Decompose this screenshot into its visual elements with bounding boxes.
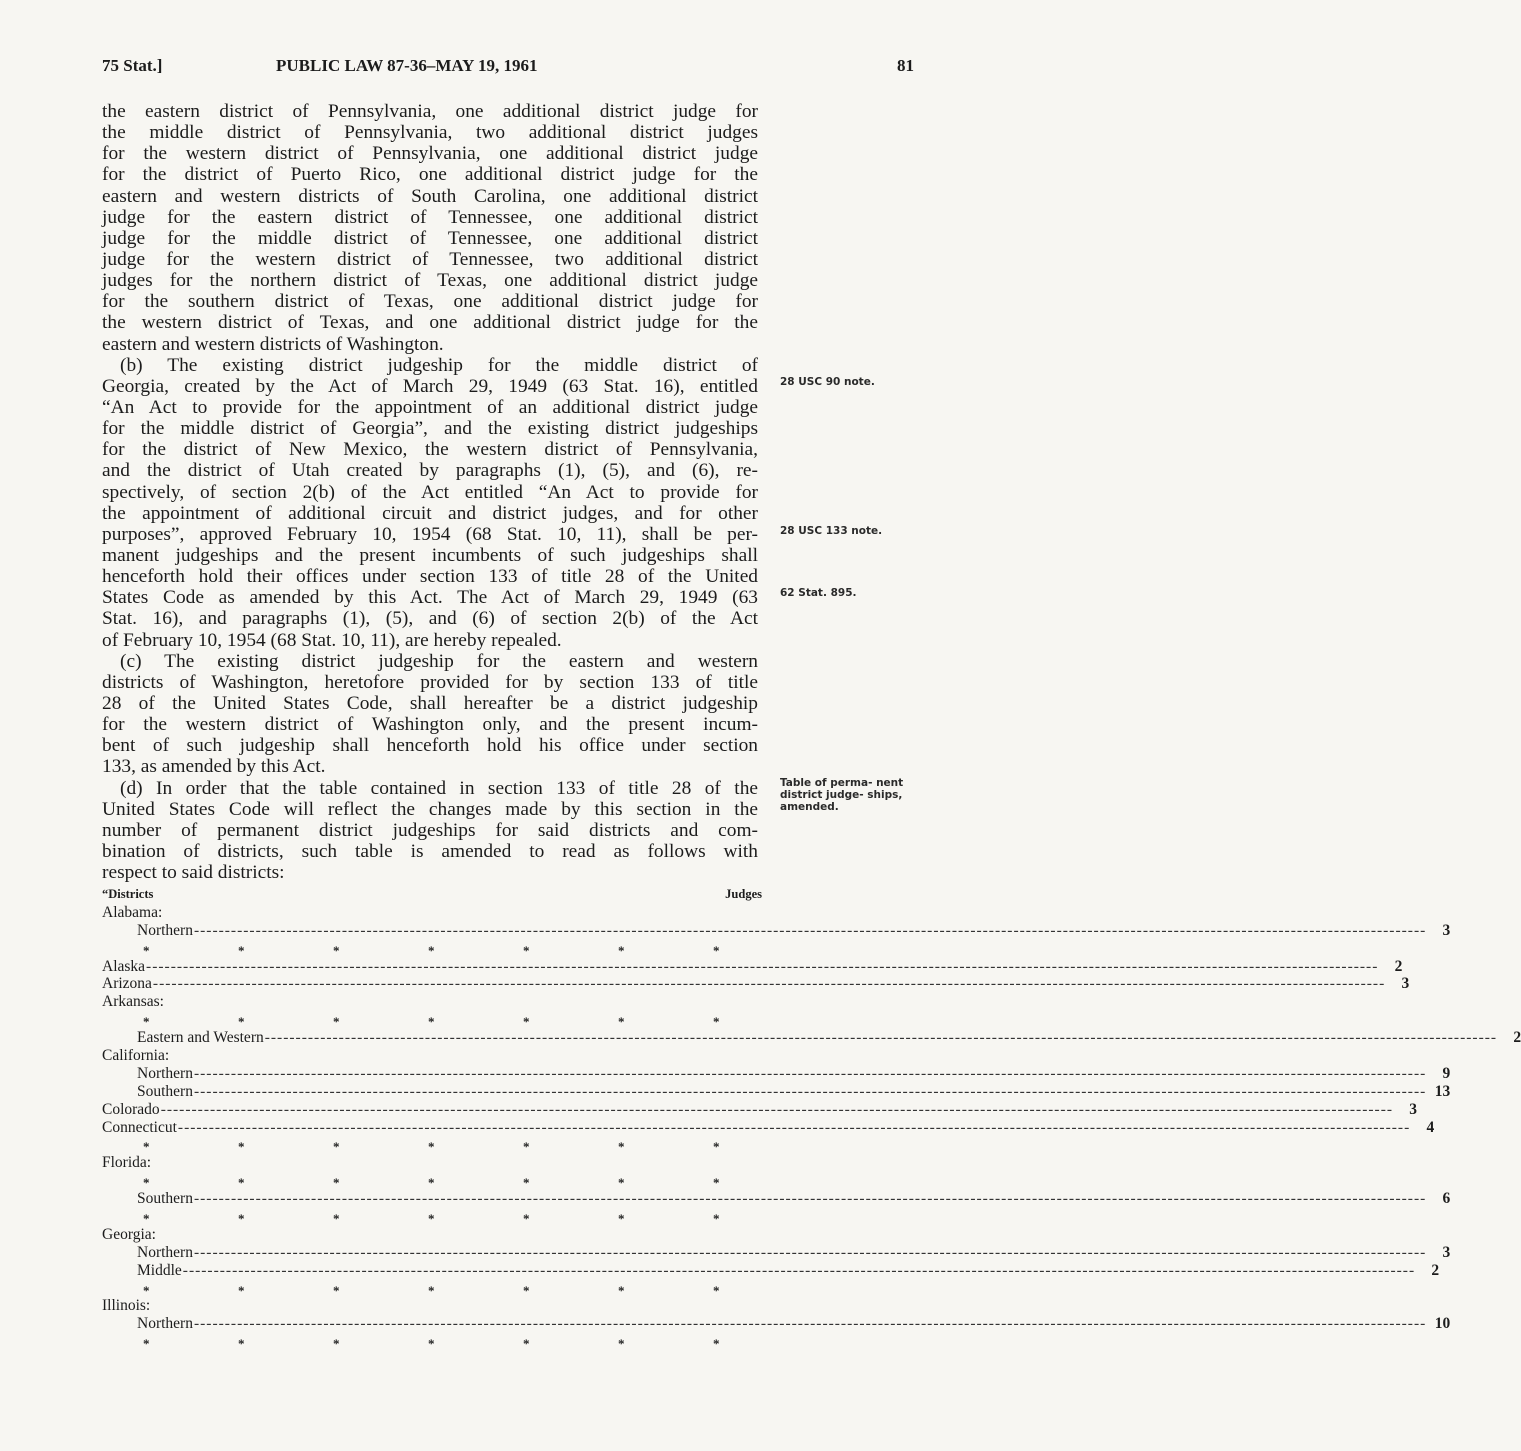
judges-count: 13 <box>1434 1082 1451 1100</box>
omission-star: * <box>238 1139 245 1155</box>
omission-star: * <box>713 1211 720 1227</box>
omission-star: * <box>618 1336 625 1352</box>
table-row <box>102 921 1451 940</box>
district-name: Colorado <box>102 1100 160 1118</box>
omission-star: * <box>333 1139 340 1155</box>
table-row <box>102 1118 1435 1137</box>
omission-star: * <box>333 1336 340 1352</box>
text-line: States Code as amended by this Act. The Act of March 29, 1949 (63 <box>102 587 758 609</box>
judges-count: 4 <box>1426 1118 1435 1136</box>
omission-star: * <box>238 1282 245 1298</box>
judges-count: 2 <box>1431 1261 1440 1279</box>
text-line: henceforth hold their offices under section 133 of title 28 of the United <box>102 566 758 588</box>
text-line: of February 10, 1954 (68 Stat. 10, 11), are hereby repealed. <box>102 629 562 651</box>
district-name: California: <box>102 1047 170 1065</box>
omission-star: * <box>618 1282 625 1298</box>
text-line: the middle district of Pennsylvania, two additional district judges <box>102 122 758 144</box>
omission-row <box>102 1011 762 1029</box>
leader-dots: -------------------------------------------------------------------------------------------------------------------------------------------------------------------------------------------------------- <box>193 1082 1427 1100</box>
omission-star: * <box>523 942 530 958</box>
omission-star: * <box>428 1014 435 1030</box>
text-line: number of permanent district judgeships for said districts and com- <box>102 819 758 841</box>
omission-star: * <box>523 1139 530 1155</box>
district-name: Florida: <box>102 1154 152 1172</box>
text-line: judge for the middle district of Tennessee, one additional district <box>102 227 758 249</box>
column-header-districts: “Districts <box>102 887 154 901</box>
text-line: eastern and western districts of Washington. <box>102 333 444 355</box>
text-line: for the district of New Mexico, the western district of Pennsylvania, <box>102 439 758 461</box>
omission-star: * <box>428 1139 435 1155</box>
district-name: Northern <box>137 1315 193 1333</box>
table-header <box>102 886 762 904</box>
omission-row <box>102 1136 762 1154</box>
text-line: for the district of Puerto Rico, one additional district judge for the <box>102 164 758 186</box>
omission-star: * <box>618 942 625 958</box>
margin-note: Table of perma- nent district judge- ships, amended. <box>780 777 904 813</box>
table-row <box>102 1315 1451 1333</box>
text-line: for the middle district of Georgia”, and the existing district judgeships <box>102 418 758 440</box>
table-row <box>102 993 762 1011</box>
omission-star: * <box>523 1336 530 1352</box>
omission-star: * <box>143 1282 150 1298</box>
table-row <box>102 957 1403 976</box>
omission-star: * <box>428 1282 435 1298</box>
table-row <box>102 1100 1418 1119</box>
district-name: Southern <box>137 1082 193 1100</box>
omission-row <box>102 1172 762 1190</box>
omission-star: * <box>333 942 340 958</box>
judges-count: 3 <box>1442 921 1451 939</box>
text-line: 133, as amended by this Act. <box>102 756 326 778</box>
leader-dots: -------------------------------------------------------------------------------------------------------------------------------------------------------------------------------------------------------- <box>264 1029 1498 1047</box>
district-name: Arizona <box>102 975 152 993</box>
omission-star: * <box>713 942 720 958</box>
text-line: (b) The existing district judgeship for the middle district of <box>120 354 758 376</box>
margin-note: 28 USC 133 note. <box>780 525 883 537</box>
leader-dots: -------------------------------------------------------------------------------------------------------------------------------------------------------------------------------------------------------- <box>152 975 1386 993</box>
district-name: Eastern and Western <box>137 1029 264 1047</box>
omission-star: * <box>523 1282 530 1298</box>
text-line: Stat. 16), and paragraphs (1), (5), and (6) of section 2(b) of the Act <box>102 608 758 630</box>
judges-count: 3 <box>1442 1243 1451 1261</box>
text-line: judge for the western district of Tennessee, two additional district <box>102 248 758 270</box>
omission-star: * <box>618 1014 625 1030</box>
text-line: the eastern district of Pennsylvania, one additional district judge for <box>102 101 758 122</box>
omission-row <box>102 940 762 958</box>
column-header-judges: Judges <box>725 887 762 901</box>
omission-star: * <box>713 1282 720 1298</box>
text-line: United States Code will reflect the changes made by this section in the <box>102 798 758 820</box>
judges-count: 9 <box>1442 1064 1451 1082</box>
omission-star: * <box>618 1211 625 1227</box>
omission-star: * <box>238 1175 245 1191</box>
omission-star: * <box>143 1336 150 1352</box>
text-line: the western district of Texas, and one additional district judge for the <box>102 312 758 334</box>
table-row <box>102 1190 1451 1208</box>
omission-star: * <box>238 1014 245 1030</box>
table-row <box>102 1154 762 1172</box>
text-line: and the district of Utah created by paragraphs (1), (5), and (6), re- <box>102 460 758 482</box>
text-line: for the western district of Pennsylvania, one additional district judge <box>102 143 758 165</box>
text-line: manent judgeships and the present incumbents of such judgeships shall <box>102 544 758 566</box>
judgeships-table <box>102 886 1521 1352</box>
omission-star: * <box>143 1175 150 1191</box>
omission-star: * <box>523 1014 530 1030</box>
district-name: Illinois: <box>102 1297 151 1315</box>
leader-dots: -------------------------------------------------------------------------------------------------------------------------------------------------------------------------------------------------------- <box>193 1190 1427 1208</box>
text-line: bination of districts, such table is amended to read as follows with <box>102 840 758 862</box>
district-name: Arkansas: <box>102 993 164 1011</box>
header-title: PUBLIC LAW 87-36–MAY 19, 1961 <box>276 56 538 75</box>
omission-star: * <box>333 1014 340 1030</box>
omission-star: * <box>713 1139 720 1155</box>
table-row <box>102 1243 1451 1262</box>
table-row <box>102 1029 1521 1047</box>
district-name: Northern <box>137 1243 193 1261</box>
text-line: judges for the northern district of Texas, one additional district judge <box>102 270 758 292</box>
district-name: Northern <box>137 1064 193 1082</box>
omission-star: * <box>618 1139 625 1155</box>
district-name: Northern <box>137 921 193 939</box>
leader-dots: -------------------------------------------------------------------------------------------------------------------------------------------------------------------------------------------------------- <box>193 1315 1427 1333</box>
text-line: spectively, of section 2(b) of the Act entitled “An Act to provide for <box>102 481 758 503</box>
text-line: for the western district of Washington only, and the present incum- <box>102 714 758 736</box>
omission-star: * <box>428 1336 435 1352</box>
text-line: Georgia, created by the Act of March 29, 1949 (63 Stat. 16), entitled <box>102 375 758 397</box>
margin-note: 62 Stat. 895. <box>780 587 857 599</box>
omission-star: * <box>333 1282 340 1298</box>
judges-count: 3 <box>1409 1100 1418 1118</box>
omission-star: * <box>713 1336 720 1352</box>
text-line: districts of Washington, heretofore provided for by section 133 of title <box>102 671 758 693</box>
omission-star: * <box>143 1139 150 1155</box>
header-citation: 75 Stat.] <box>102 56 163 75</box>
omission-star: * <box>333 1211 340 1227</box>
table-row <box>102 975 1410 993</box>
body-text <box>102 101 758 883</box>
judges-count: 6 <box>1442 1190 1451 1208</box>
district-name: Southern <box>137 1190 193 1208</box>
leader-dots: -------------------------------------------------------------------------------------------------------------------------------------------------------------------------------------------------------- <box>193 921 1427 939</box>
judges-count: 2 <box>1394 957 1403 975</box>
text-line: respect to said districts: <box>102 862 285 884</box>
district-name: Middle <box>137 1261 182 1279</box>
judges-count: 3 <box>1401 975 1410 993</box>
omission-star: * <box>523 1211 530 1227</box>
omission-star: * <box>238 942 245 958</box>
omission-row <box>102 1333 762 1351</box>
district-name: Alabama: <box>102 903 163 921</box>
table-row <box>102 1226 762 1244</box>
omission-star: * <box>333 1175 340 1191</box>
text-line: purposes”, approved February 10, 1954 (68 Stat. 10, 11), shall be per- <box>102 523 758 545</box>
omission-star: * <box>618 1175 625 1191</box>
omission-star: * <box>713 1014 720 1030</box>
judges-count: 10 <box>1434 1315 1451 1333</box>
table-row <box>102 1297 762 1315</box>
text-line: for the southern district of Texas, one additional district judge for <box>102 291 758 313</box>
leader-dots: -------------------------------------------------------------------------------------------------------------------------------------------------------------------------------------------------------- <box>177 1118 1411 1136</box>
leader-dots: -------------------------------------------------------------------------------------------------------------------------------------------------------------------------------------------------------- <box>160 1100 1394 1118</box>
table-row <box>102 904 762 922</box>
omission-star: * <box>713 1175 720 1191</box>
omission-star: * <box>238 1211 245 1227</box>
text-line: (d) In order that the table contained in section 133 of title 28 of the <box>120 777 758 799</box>
omission-star: * <box>238 1336 245 1352</box>
text-line: the appointment of additional circuit and district judges, and for other <box>102 502 758 524</box>
omission-star: * <box>143 942 150 958</box>
district-name: Georgia: <box>102 1225 156 1243</box>
district-name: Connecticut <box>102 1118 177 1136</box>
omission-row <box>102 1280 762 1298</box>
text-line: “An Act to provide for the appointment of an additional district judge <box>102 396 758 418</box>
page-number: 81 <box>897 56 914 75</box>
table-row <box>102 1064 1451 1083</box>
omission-star: * <box>428 1175 435 1191</box>
judges-count: 2 <box>1513 1029 1521 1047</box>
omission-star: * <box>143 1014 150 1030</box>
omission-star: * <box>428 942 435 958</box>
leader-dots: -------------------------------------------------------------------------------------------------------------------------------------------------------------------------------------------------------- <box>182 1261 1416 1279</box>
table-row <box>102 1047 762 1065</box>
table-row <box>102 1082 1451 1101</box>
margin-note: 28 USC 90 note. <box>780 376 875 388</box>
leader-dots: -------------------------------------------------------------------------------------------------------------------------------------------------------------------------------------------------------- <box>146 957 1379 975</box>
omission-star: * <box>523 1175 530 1191</box>
leader-dots: -------------------------------------------------------------------------------------------------------------------------------------------------------------------------------------------------------- <box>193 1243 1427 1261</box>
text-line: bent of such judgeship shall henceforth hold his office under section <box>102 735 758 757</box>
omission-star: * <box>428 1211 435 1227</box>
omission-row <box>102 1208 762 1226</box>
leader-dots: -------------------------------------------------------------------------------------------------------------------------------------------------------------------------------------------------------- <box>193 1064 1427 1082</box>
district-name: Alaska <box>102 957 146 975</box>
text-line: judge for the eastern district of Tennessee, one additional district <box>102 206 758 228</box>
text-line: eastern and western districts of South Carolina, one additional district <box>102 185 758 207</box>
text-line: 28 of the United States Code, shall hereafter be a district judgeship <box>102 692 758 714</box>
omission-star: * <box>143 1211 150 1227</box>
text-line: (c) The existing district judgeship for the eastern and western <box>120 650 758 672</box>
table-row <box>102 1261 1440 1280</box>
